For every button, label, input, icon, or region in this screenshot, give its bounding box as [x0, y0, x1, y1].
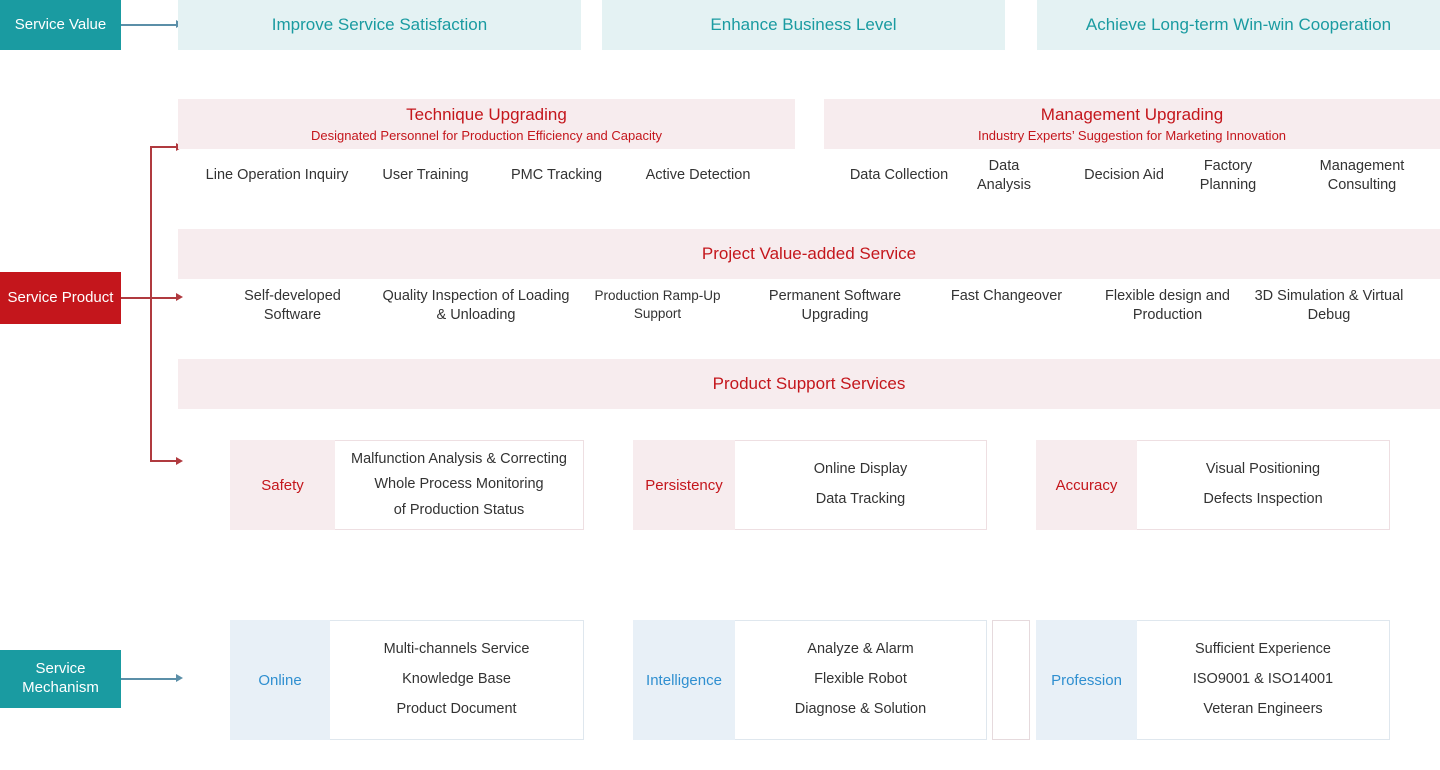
banner-technique-title: Technique Upgrading [406, 104, 567, 124]
rail-label-service-value [0, 0, 121, 50]
card-intelligence-row-3: Diagnose & Solution [794, 700, 927, 717]
card-online-row-2: Knowledge Base [402, 671, 511, 688]
project-item-3: Production Ramp-Up Support [594, 288, 721, 321]
card-intelligence-row-2: Flexible Robot [814, 671, 907, 688]
connector-service-product-top [150, 146, 178, 148]
banner-management-upgrading [824, 99, 1440, 149]
banner-project-value-added-service [178, 229, 1440, 279]
management-item-4: Factory Planning [1199, 158, 1257, 193]
rail-label-service-product [0, 272, 121, 324]
card-intelligence-row-1: Analyze & Alarm [807, 641, 914, 658]
card-intelligence-key: Intelligence [633, 620, 735, 740]
banner-technique-upgrading [178, 99, 795, 149]
card-profession-row-1: Sufficient Experience [1195, 641, 1331, 658]
card-profession-body [1137, 620, 1390, 740]
rail-label-service-value-text: Service Value [14, 15, 107, 33]
banner-management-title: Management Upgrading [1040, 104, 1224, 124]
service-value-box-3-label: Achieve Long-term Win-win Cooperation [1085, 15, 1392, 34]
card-safety [230, 440, 584, 530]
connector-service-product-bottom [150, 460, 178, 462]
management-item-3: Decision Aid [1084, 167, 1164, 183]
connector-service-mechanism [121, 678, 179, 680]
technique-item-4: Active Detection [645, 167, 751, 183]
rail-label-service-mechanism-text: Service Mechanism [22, 660, 99, 696]
card-accuracy-row-2: Defects Inspection [1203, 491, 1323, 507]
card-safety-row-2: Whole Process Monitoring [374, 476, 544, 493]
project-item-7: 3D Simulation & Virtual Debug [1254, 288, 1404, 323]
rail-label-service-product-text: Service Product [7, 288, 114, 306]
project-item-1: Self-developed Software [244, 288, 341, 323]
card-accuracy-row-1: Visual Positioning [1205, 461, 1321, 478]
card-accuracy-key: Accuracy [1036, 440, 1137, 530]
card-accuracy [1036, 440, 1390, 530]
project-item-5: Fast Changeover [950, 288, 1063, 304]
technique-item-1: Line Operation Inquiry [205, 167, 349, 183]
spacer-block [992, 620, 1030, 740]
card-intelligence [633, 620, 987, 740]
card-profession-row-3: Veteran Engineers [1203, 700, 1323, 717]
banner-product-support-title: Product Support Services [712, 373, 906, 393]
card-persistency-row-1: Online Display [813, 461, 908, 478]
banner-technique-subtitle: Designated Personnel for Production Efficiency and Capacity [311, 127, 662, 143]
card-intelligence-body [735, 620, 987, 740]
service-value-box-2 [602, 0, 1005, 50]
service-value-box-1 [178, 0, 581, 50]
project-item-6: Flexible design and Production [1105, 288, 1230, 323]
connector-service-value [121, 24, 178, 26]
management-item-5: Management Consulting [1319, 158, 1405, 193]
card-safety-row-3: of Production Status [393, 501, 525, 518]
management-item-2: Data Analysis [977, 158, 1031, 193]
connector-arrow-product-middle [176, 293, 183, 301]
banner-project-title: Project Value-added Service [701, 243, 917, 263]
service-value-box-1-label: Improve Service Satisfaction [271, 15, 488, 34]
project-item-2: Quality Inspection of Loading & Unloading [382, 288, 570, 323]
management-item-1: Data Collection [849, 167, 949, 183]
project-item-4: Permanent Software Upgrading [768, 288, 902, 323]
card-persistency-body [735, 440, 987, 530]
banner-product-support-services [178, 359, 1440, 409]
card-profession [1036, 620, 1390, 740]
banner-management-subtitle: Industry Experts’ Suggestion for Marketing Innovation [977, 127, 1287, 143]
card-persistency [633, 440, 987, 530]
card-safety-row-1: Malfunction Analysis & Correcting [351, 450, 567, 467]
technique-item-3: PMC Tracking [510, 167, 603, 183]
card-online-body [330, 620, 584, 740]
card-profession-row-2: ISO9001 & ISO14001 [1192, 671, 1334, 688]
connector-arrow-service-mechanism [176, 674, 183, 682]
card-online-row-3: Product Document [396, 700, 517, 717]
connector-service-product-spine [150, 146, 152, 462]
card-persistency-row-2: Data Tracking [815, 491, 906, 507]
service-value-box-2-label: Enhance Business Level [710, 15, 897, 34]
card-online [230, 620, 584, 740]
rail-label-service-mechanism [0, 650, 121, 708]
card-online-row-1: Multi-channels Service [383, 641, 530, 658]
connector-service-product-middle [121, 297, 178, 299]
card-profession-key: Profession [1036, 620, 1137, 740]
card-persistency-key: Persistency [633, 440, 735, 530]
card-safety-body [335, 440, 584, 530]
card-online-key: Online [230, 620, 330, 740]
card-accuracy-body [1137, 440, 1390, 530]
connector-arrow-product-bottom [176, 457, 183, 465]
card-safety-key: Safety [230, 440, 335, 530]
service-value-box-3 [1037, 0, 1440, 50]
technique-item-2: User Training [382, 167, 469, 183]
